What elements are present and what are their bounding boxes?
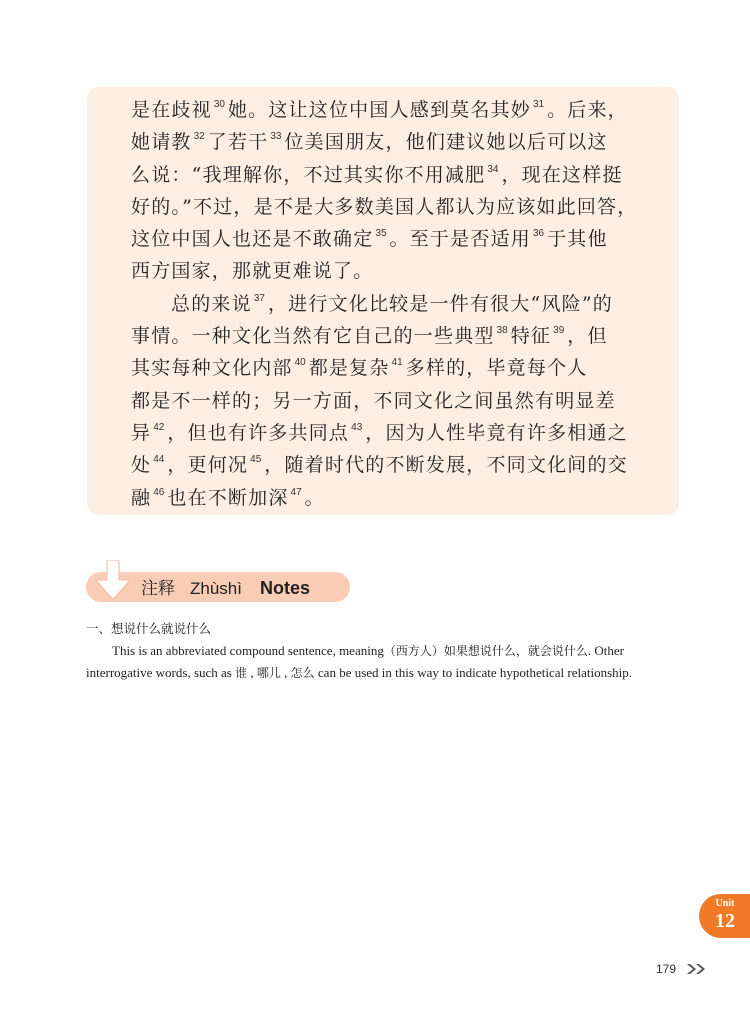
passage-text: 多样的，毕竟每个人	[405, 357, 588, 380]
unit-label: Unit	[715, 898, 735, 909]
passage-line	[131, 320, 653, 352]
unit-tab[interactable]	[699, 894, 750, 938]
note-chinese-text: （西方人）如果想说什么，就会说什么	[383, 644, 588, 658]
passage-text: 么说：“我理解你，不过其实你不用减肥	[131, 163, 486, 186]
passage-text: 西方国家，那就更难说了。	[131, 260, 374, 283]
note-1-body	[86, 640, 686, 684]
reading-passage	[131, 94, 653, 514]
passage-text: ，但	[567, 325, 608, 348]
footnote-marker: 38	[496, 325, 508, 337]
passage-line	[131, 352, 653, 384]
note-text: ,	[247, 665, 257, 680]
passage-text: 都是复杂	[308, 357, 390, 380]
notes-title-chinese: 注释	[141, 579, 175, 599]
footnote-marker: 37	[253, 292, 265, 304]
passage-text: ，更何况	[167, 454, 249, 477]
footnote-marker: 34	[487, 163, 499, 175]
footnote-marker: 40	[294, 357, 306, 369]
unit-number: 12	[715, 910, 735, 932]
footnote-marker: 46	[153, 486, 165, 498]
passage-text: ，现在这样挺	[501, 163, 623, 186]
passage-text: 特征	[510, 325, 552, 348]
notes-title	[141, 576, 310, 600]
footnote-marker: 44	[153, 454, 165, 466]
passage-text: 事情。一种文化当然有它自己的一些典型	[131, 325, 495, 348]
passage-text: 她。这让这位中国人感到莫名其妙	[227, 99, 531, 121]
reading-passage-box	[87, 87, 679, 515]
passage-text: 。	[304, 486, 325, 509]
notes-title-english: Notes	[259, 578, 310, 598]
passage-text: 位美国朋友，他们建议她以后可以这	[284, 131, 608, 154]
note-text: ,	[280, 665, 291, 680]
footnote-marker: 33	[270, 131, 282, 143]
footnote-marker: 47	[290, 486, 302, 498]
passage-line	[131, 126, 653, 158]
passage-line	[131, 94, 653, 126]
footnote-marker: 42	[153, 421, 165, 433]
passage-text: 了若干	[207, 131, 269, 154]
note-chinese-text: 怎么	[290, 666, 315, 680]
passage-text: 也在不断加深	[167, 486, 289, 509]
footnote-marker: 41	[391, 357, 403, 369]
footnote-marker: 36	[532, 228, 545, 240]
notes-title-pinyin: Zhùshì	[190, 579, 242, 598]
note-chinese-text: 谁	[235, 666, 248, 680]
passage-text: 都是不一样的；另一方面，不同文化之间虽然有明显差	[131, 389, 616, 412]
passage-text: 融	[131, 486, 152, 509]
note-text: . Other	[587, 643, 624, 658]
footnote-marker: 43	[351, 421, 363, 433]
passage-line	[131, 223, 653, 255]
page-number: 179	[656, 962, 677, 976]
footnote-marker: 39	[553, 325, 565, 337]
passage-text: 异	[131, 421, 152, 444]
note-text: can be used in this way to indicate hypothetical relationship.	[314, 665, 632, 680]
passage-text: 总的来说	[171, 292, 252, 315]
note-text: This is an abbreviated compound sentence, meaning	[112, 643, 384, 658]
passage-line	[131, 288, 653, 320]
passage-text: 她请教	[131, 131, 192, 154]
passage-line	[131, 191, 653, 223]
down-arrow-icon	[96, 560, 130, 604]
passage-text: 于其他	[547, 228, 608, 251]
double-chevron-right-icon[interactable]	[686, 963, 708, 975]
passage-text: 。至于是否适用	[389, 228, 531, 251]
passage-text: 处	[131, 454, 152, 477]
passage-text: 是在歧视	[131, 99, 212, 121]
passage-line	[131, 417, 653, 449]
footnote-marker: 30	[213, 99, 225, 110]
note-1-line-1	[86, 640, 686, 662]
passage-text: ，进行文化比较是一件有很大“风险”的	[267, 292, 613, 315]
passage-line	[131, 385, 653, 417]
footnote-marker: 31	[532, 99, 545, 110]
passage-text: 其实每种文化内部	[131, 357, 293, 380]
note-1-title: 一、想说什么就说什么	[86, 621, 212, 636]
passage-text: 好的。”不过，是不是大多数美国人都认为应该如此回答，	[131, 195, 638, 218]
footnote-marker: 45	[250, 454, 262, 466]
note-chinese-text: 哪儿	[256, 666, 281, 680]
footnote-marker: 35	[375, 228, 387, 240]
passage-text: ，因为人性毕竟有许多相通之	[365, 421, 628, 444]
passage-text: 这位中国人也还是不敢确定	[131, 228, 374, 251]
passage-text: ，随着时代的不断发展，不同文化间的交	[264, 454, 628, 477]
note-text: interrogative words, such as	[86, 665, 236, 680]
passage-line	[131, 482, 653, 514]
footnote-marker: 32	[193, 131, 205, 143]
passage-line	[131, 255, 653, 287]
passage-text: ，但也有许多共同点	[167, 421, 350, 444]
passage-text: 。后来，	[547, 99, 628, 121]
passage-line	[131, 159, 653, 191]
passage-line	[131, 449, 653, 481]
note-1-line-2	[86, 662, 686, 684]
